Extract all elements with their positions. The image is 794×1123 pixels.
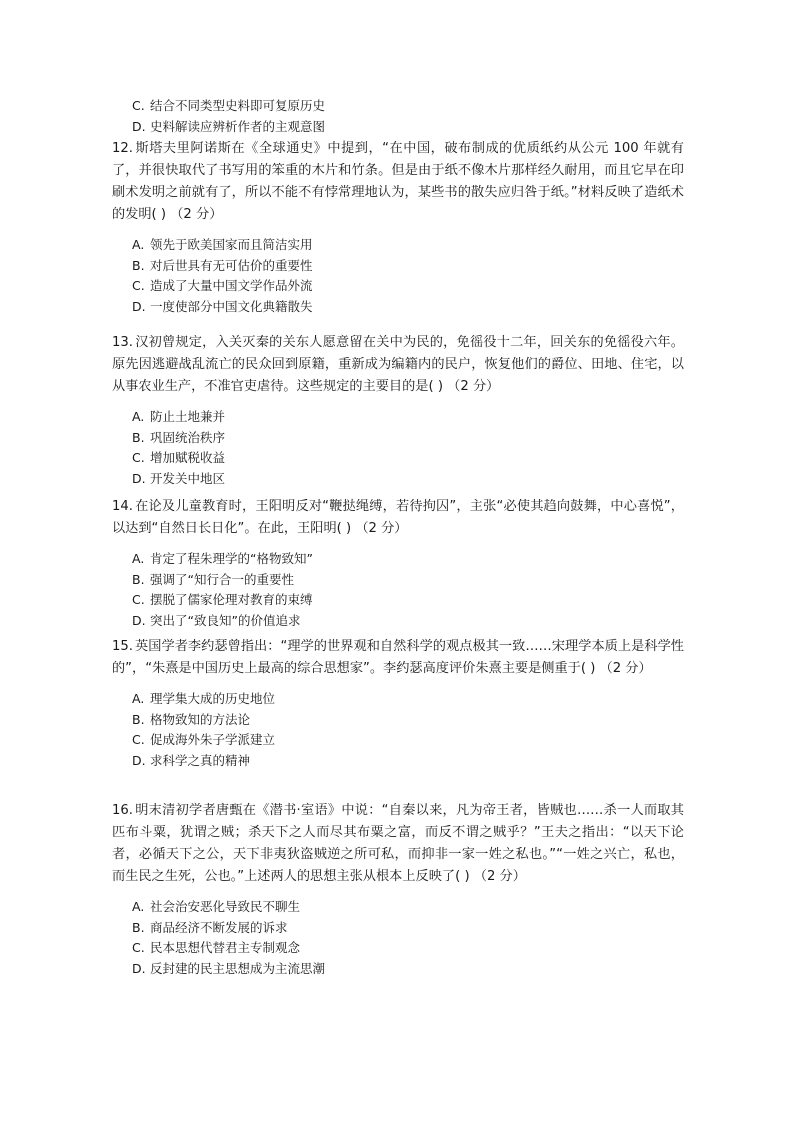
option-a (132, 689, 684, 710)
option-text: 格物致知的方法论 (150, 711, 251, 727)
option-c (132, 96, 325, 117)
option-a (132, 897, 684, 918)
option-b (132, 428, 684, 449)
question-number: 12. (112, 141, 133, 156)
option-text: 结合不同类型史料即可复原历史 (150, 98, 326, 113)
option-letter: D. (132, 118, 146, 134)
option-letter: C. (132, 732, 145, 747)
option-b (132, 256, 684, 277)
option-letter: A. (132, 551, 145, 566)
question-stem (112, 800, 684, 888)
option-a (132, 235, 684, 256)
question-number: 16. (112, 803, 133, 818)
option-text: 理学集大成的历史地位 (150, 691, 276, 706)
option-d (132, 611, 684, 632)
question-number: 15. (112, 639, 133, 654)
option-letter: A. (132, 409, 145, 424)
option-letter: D. (132, 612, 146, 628)
question-options (112, 235, 684, 317)
question-text: 在论及儿童教育时，王阳明反对“鞭挞绳缚，若待拘囚”，主张“必使其趋向鼓舞，中心喜悦”，以达到“自然日长日化”。在此，王阳明( ) （2 分） (112, 499, 684, 536)
option-text: 开发关中地区 (150, 470, 226, 486)
option-text: 领先于欧美国家而且简洁实用 (150, 237, 313, 252)
option-text: 一度使部分中国文化典籍散失 (150, 298, 313, 314)
question-options (112, 689, 684, 771)
option-letter: D. (132, 470, 146, 486)
option-b (132, 570, 684, 591)
question-stem (112, 636, 684, 680)
option-letter: B. (132, 919, 145, 935)
option-c (132, 448, 684, 469)
option-d (132, 959, 684, 980)
option-d (132, 751, 684, 772)
option-letter: C. (132, 278, 145, 293)
option-letter: A. (132, 899, 145, 914)
option-text: 求科学之真的精神 (150, 752, 251, 768)
option-letter: C. (132, 98, 145, 113)
option-d (132, 297, 684, 318)
option-text: 反封建的民主思想成为主流思潮 (150, 960, 326, 976)
option-text: 强调了“知行合一的重要性 (150, 571, 294, 587)
question-number: 14. (112, 499, 133, 514)
option-a (132, 407, 684, 428)
question-stem (112, 496, 684, 540)
question-13 (112, 332, 684, 489)
option-c (132, 590, 684, 611)
question-options (112, 897, 684, 979)
question-stem (112, 138, 684, 226)
option-text: 社会治安恶化导致民不聊生 (150, 899, 301, 914)
question-16 (112, 800, 684, 979)
option-letter: B. (132, 571, 145, 587)
option-text: 肯定了程朱理学的“格物致知” (150, 551, 313, 566)
option-c (132, 276, 684, 297)
option-text: 防止土地兼并 (150, 409, 226, 424)
option-c (132, 730, 684, 751)
question-text: 斯塔夫里阿诺斯在《全球通史》中提到，“在中国，破布制成的优质纸约从公元 100 年就有了，并很快取代了书写用的笨重的木片和竹条。但是由于纸不像木片那样经久耐用，而且它早在印刷术发明之前就有了，所以不能不有悖常理地认为，某些书的散失应归咎于纸。”材料反映了造纸术的发明( ) （2 分） (112, 141, 684, 222)
option-d (132, 469, 684, 490)
question-text: 明末清初学者唐甄在《潜书·室语》中说：“自秦以来，凡为帝王者，皆贼也……杀一人而取其匹布斗粟，犹谓之贼；杀天下之人而尽其布粟之富，而反不谓之贼乎？”王夫之指出：“以天下论者，必循天下之公，天下非夷狄盗贼逆之所可私，而抑非一家一姓之私也。”“一姓之兴亡，私也，而生民之生死，公也。”上述两人的思想主张从根本上反映了( ) （2 分） (112, 803, 684, 884)
question-options (112, 407, 684, 489)
option-letter: C. (132, 592, 145, 607)
option-text: 突出了“致良知”的价值追求 (150, 612, 301, 628)
option-text: 商品经济不断发展的诉求 (150, 919, 288, 935)
question-text: 英国学者李约瑟曾指出：“理学的世界观和自然科学的观点极其一致……宋理学本质上是科学性的”，“朱熹是中国历史上最高的综合思想家”。李约瑟高度评价朱熹主要是侧重于( ) （2 分） (112, 639, 684, 676)
option-letter: D. (132, 752, 146, 768)
option-c (132, 938, 684, 959)
question-stem (112, 332, 684, 398)
option-a (132, 549, 684, 570)
question-options (112, 549, 684, 631)
question-14 (112, 496, 684, 631)
option-d (132, 117, 325, 138)
option-text: 民本思想代替君主专制观念 (150, 940, 301, 955)
option-letter: B. (132, 257, 145, 273)
option-text: 造成了大量中国文学作品外流 (150, 278, 313, 293)
option-letter: A. (132, 691, 145, 706)
option-text: 增加赋税收益 (150, 450, 226, 465)
option-b (132, 918, 684, 939)
option-letter: B. (132, 429, 145, 445)
option-letter: D. (132, 960, 146, 976)
option-text: 巩固统治秩序 (150, 429, 226, 445)
q11-options (132, 96, 325, 137)
option-text: 促成海外朱子学派建立 (150, 732, 276, 747)
option-letter: B. (132, 711, 145, 727)
option-letter: C. (132, 940, 145, 955)
question-12 (112, 138, 684, 317)
question-number: 13. (112, 335, 133, 350)
option-text: 摆脱了儒家伦理对教育的束缚 (150, 592, 313, 607)
option-text: 对后世具有无可估价的重要性 (150, 257, 313, 273)
option-letter: A. (132, 237, 145, 252)
question-text: 汉初曾规定，入关灭秦的关东人愿意留在关中为民的，免徭役十二年，回关东的免徭役六年。原先因逃避战乱流亡的民众回到原籍，重新成为编籍内的民户，恢复他们的爵位、田地、住宅，以从事农业生产，不准官吏虐待。这些规定的主要目的是( ) （2 分） (112, 335, 684, 394)
option-b (132, 710, 684, 731)
option-text: 史料解读应辨析作者的主观意图 (150, 118, 326, 134)
option-letter: C. (132, 450, 145, 465)
question-15 (112, 636, 684, 771)
option-letter: D. (132, 298, 146, 314)
